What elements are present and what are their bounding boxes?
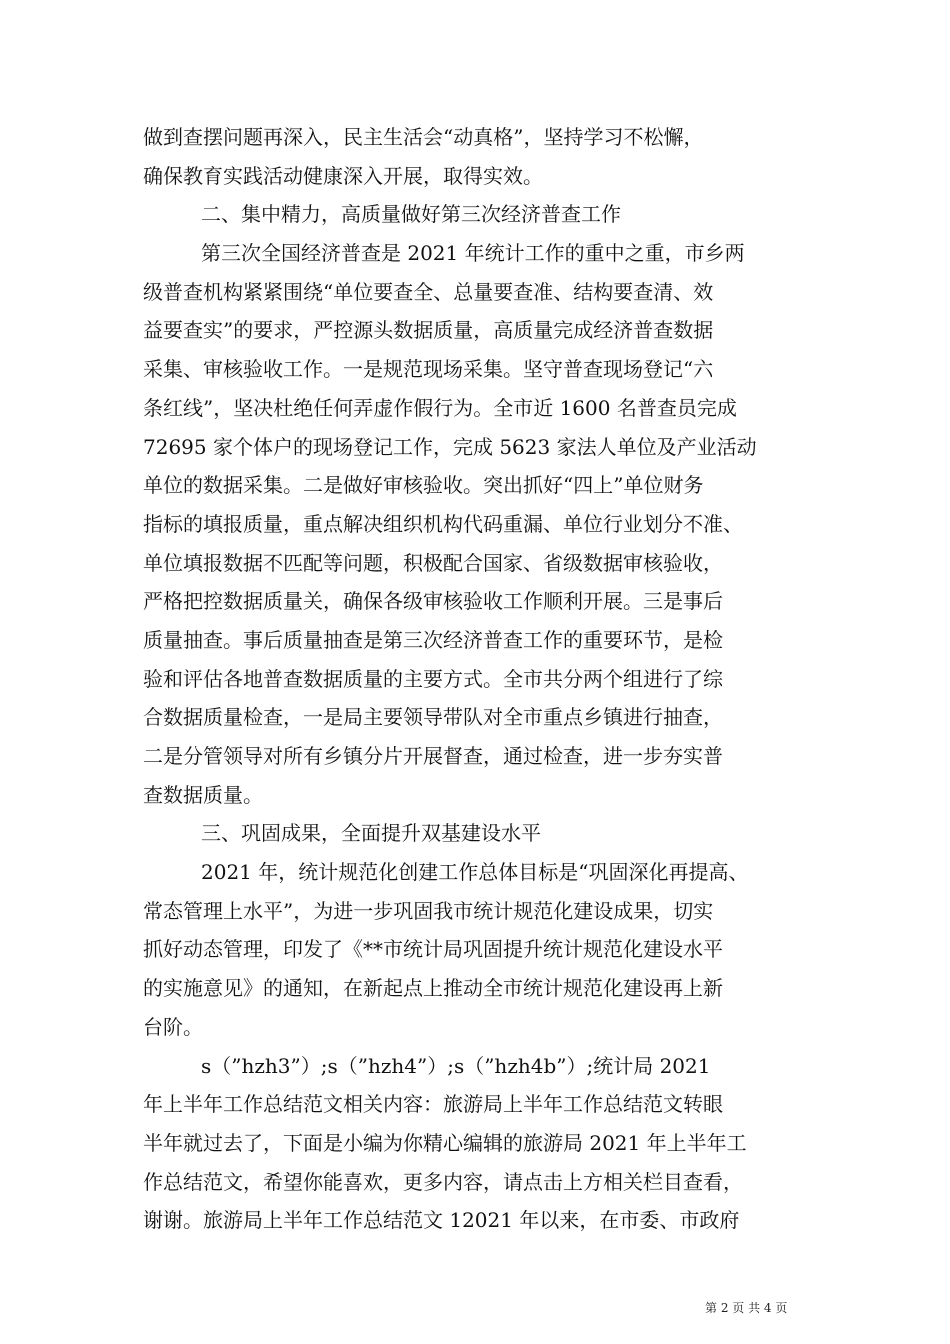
text-line: 台阶。 (143, 1014, 203, 1039)
text-line: 二、集中精力，高质量做好第三次经济普查工作 (201, 202, 621, 227)
text-line: 的实施意见》的通知，在新起点上推动全市统计规范化建设再上新 (143, 976, 723, 1001)
text-line: 采集、审核验收工作。一是规范现场采集。坚守普查现场登记“六 (143, 357, 714, 382)
text-line: 做到查摆问题再深入，民主生活会“动真格”，坚持学习不松懈， (143, 125, 704, 149)
text-line: 严格把控数据质量关，确保各级审核验收工作顺利开展。三是事后 (143, 589, 723, 614)
text-line: 益要查实”的要求，严控源头数据质量，高质量完成经济普查数据 (143, 318, 714, 343)
text-line: 第三次全国经济普查是 2021 年统计工作的重中之重，市乡两 (201, 241, 745, 266)
text-line: 条红线”，坚决杜绝任何弄虚作假行为。全市近 1600 名普查员完成 (143, 395, 737, 420)
text-line: 级普查机构紧紧围绕“单位要查全、总量要查准、结构要查清、效 (143, 279, 714, 304)
text-line: 合数据质量检查，一是局主要领导带队对全市重点乡镇进行抽查， (143, 705, 723, 730)
page-number: 第 2 页 共 4 页 (705, 1301, 788, 1315)
text-line: 验和评估各地普查数据质量的主要方式。全市共分两个组进行了综 (143, 666, 723, 691)
text-line: 二是分管领导对所有乡镇分片开展督查，通过检查，进一步夯实普 (143, 744, 723, 768)
text-line: 抓好动态管理，印发了《**市统计局巩固提升统计规范化建设水平 (143, 937, 723, 962)
text-line: s（”hzh3”）;s（”hzh4”）;s（”hzh4b”）;统计局 2021 (201, 1053, 711, 1078)
text-line: 半年就过去了，下面是小编为你精心编辑的旅游局 2021 年上半年工 (143, 1130, 747, 1155)
text-line: 2021 年，统计规范化创建工作总体目标是“巩固深化再提高、 (201, 860, 749, 885)
document-body (143, 118, 811, 1240)
text-line: 质量抽查。事后质量抽查是第三次经济普查工作的重要环节，是检 (143, 627, 723, 652)
text-line: 常态管理上水平”，为进一步巩固我市统计规范化建设成果，切实 (143, 898, 714, 923)
text-line: 三、巩固成果，全面提升双基建设水平 (201, 821, 541, 846)
text-line: 72695 家个体户的现场登记工作，完成 5623 家法人单位及产业活动 (143, 434, 757, 459)
text-line: 指标的填报质量，重点解决组织机构代码重漏、单位行业划分不准、 (143, 511, 743, 536)
text-line: 谢谢。旅游局上半年工作总结范文 12021 年以来，在市委、市政府 (143, 1208, 740, 1233)
text-line: 查数据质量。 (143, 782, 263, 807)
text-line: 单位填报数据不匹配等问题，积极配合国家、省级数据审核验收， (143, 550, 723, 575)
text-line: 单位的数据采集。二是做好审核验收。突出抓好“四上”单位财务 (143, 473, 704, 498)
text-line: 确保教育实践活动健康深入开展，取得实效。 (143, 163, 543, 188)
text-line: 年上半年工作总结范文相关内容：旅游局上半年工作总结范文转眼 (143, 1092, 723, 1117)
text-line: 作总结范文，希望你能喜欢，更多内容，请点击上方相关栏目查看， (143, 1169, 743, 1194)
